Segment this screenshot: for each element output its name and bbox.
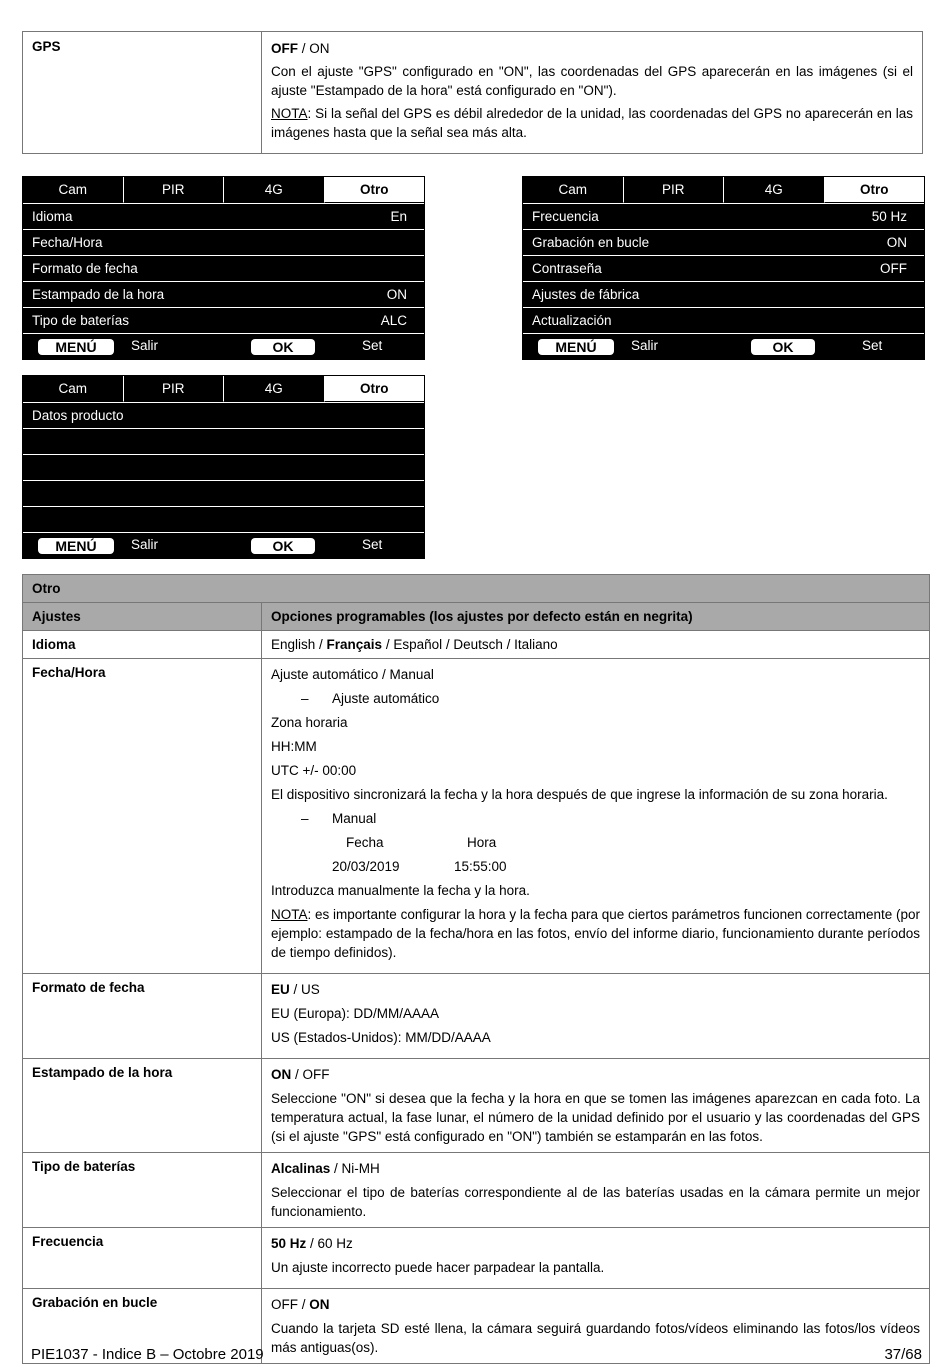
row-value-estampado [262, 1059, 930, 1153]
ok-button[interactable]: OK [251, 538, 315, 554]
fecha-nota-text: : es importante configurar la hora y la fecha para que ciertos parámetros funcionen correctamente (por ejemplo: estampado de la fecha/hora en las fotos, envío del informe diario, funcionamiento durante períodos de tiempo definidos). [271, 907, 920, 960]
tab-otro[interactable]: Otro [825, 177, 925, 203]
tab-cam[interactable]: Cam [23, 177, 124, 203]
gps-label: GPS [23, 32, 262, 154]
gps-opt-on: / ON [298, 41, 330, 56]
menu-row-value: ON [386, 287, 407, 302]
bucle-default: ON [309, 1297, 330, 1312]
fecha-utc: UTC +/- 00:00 [271, 763, 357, 778]
bucle-desc: Cuando la tarjeta SD esté llena, la cámara seguirá guardando fotos/vídeos eliminando las fotos/los vídeos más antiguas(os). [271, 1321, 920, 1355]
menu-row[interactable] [523, 281, 924, 307]
fecha-value: 20/03/2019 [332, 859, 400, 874]
table-row [23, 974, 930, 1059]
frecuencia-post: / 60 Hz [306, 1236, 353, 1251]
row-label-baterias: Tipo de baterías [23, 1153, 262, 1228]
col-opciones: Opciones programables (los ajustes por defecto están en negrita) [262, 603, 930, 631]
col-ajustes: Ajustes [23, 603, 262, 631]
menu-screen-3 [22, 375, 425, 559]
tab-4g[interactable]: 4G [224, 376, 325, 402]
footer-doc-ref: PIE1037 - Indice B – Octobre 2019 [31, 1346, 264, 1363]
estampado-default: ON [271, 1067, 292, 1082]
menu-row[interactable] [523, 307, 924, 333]
idioma-default: Français [326, 637, 383, 652]
otro-table [22, 574, 930, 1364]
fecha-col-header: Fecha [346, 835, 384, 850]
tab-4g[interactable]: 4G [724, 177, 825, 203]
menu-row[interactable] [23, 229, 424, 255]
fecha-options: Ajuste automático / Manual [271, 667, 434, 682]
exit-label: Salir [131, 537, 159, 552]
menu-row-label: Contraseña [532, 261, 602, 276]
set-label: Set [362, 338, 383, 353]
tab-otro[interactable]: Otro [325, 177, 425, 203]
tab-pir[interactable]: PIR [124, 376, 225, 402]
row-value-baterias [262, 1153, 930, 1228]
footer-page-number: 37/68 [884, 1346, 922, 1363]
tab-cam[interactable]: Cam [23, 376, 124, 402]
row-label-fecha: Fecha/Hora [23, 659, 262, 974]
exit-label: Salir [631, 338, 659, 353]
fecha-manual: Manual [332, 811, 377, 826]
gps-nota-text: : Si la señal del GPS es débil alrededor de la unidad, las coordenadas del GPS no aparecerán en las imágenes hasta que la señal sea más alta. [271, 106, 913, 140]
menu-row-label: Tipo de baterías [32, 313, 130, 328]
menu-row-value: ON [886, 235, 907, 250]
menu-footer [23, 333, 424, 359]
menu-row-label: Fecha/Hora [32, 235, 103, 250]
menu-row-value: 50 Hz [871, 209, 907, 224]
menu-row[interactable] [23, 307, 424, 333]
menu-row[interactable] [523, 203, 924, 229]
menu-row[interactable] [23, 402, 424, 428]
exit-label: Salir [131, 338, 159, 353]
gps-desc: Con el ajuste "GPS" configurado en "ON", las coordenadas del GPS aparecerán en las imágenes (si el ajuste "Estampado de la hora" está configurado en "ON"). [271, 64, 913, 98]
menu-row-label: Datos producto [32, 408, 124, 423]
formato-us: US (Estados-Unidos): MM/DD/AAAA [271, 1030, 491, 1045]
hora-col-header: Hora [467, 835, 497, 850]
menu-tabs [23, 376, 424, 402]
idioma-post: / Español / Deutsch / Italiano [382, 637, 558, 652]
row-value-fecha [262, 659, 930, 974]
idioma-pre: English / [271, 637, 327, 652]
frecuencia-desc: Un ajuste incorrecto puede hacer parpadear la pantalla. [271, 1260, 605, 1275]
menu-screen-1 [22, 176, 425, 360]
menu-row-label: Frecuencia [532, 209, 599, 224]
table-row [23, 631, 930, 659]
fecha-hhmm: HH:MM [271, 739, 317, 754]
menu-row[interactable] [23, 281, 424, 307]
menu-row-label: Grabación en bucle [532, 235, 650, 250]
row-value-formato [262, 974, 930, 1059]
menu-row[interactable] [523, 229, 924, 255]
table-row [23, 1228, 930, 1289]
row-value-bucle [262, 1289, 930, 1364]
menu-row-label: Ajustes de fábrica [532, 287, 640, 302]
estampado-desc: Seleccione "ON" si desea que la fecha y la hora en que se tomen las imágenes aparezcan en cada foto. La temperatura actual, la fase lunar, el número de la unidad definido por el usuario y las coordenadas del GPS (si el ajuste "GPS" está configurado en "ON") también se estamparán en las fotos. [271, 1091, 920, 1144]
row-label-frecuencia: Frecuencia [23, 1228, 262, 1289]
frecuencia-default: 50 Hz [271, 1236, 307, 1251]
menu-row-label: Formato de fecha [32, 261, 138, 276]
tab-pir[interactable]: PIR [124, 177, 225, 203]
otro-title: Otro [23, 575, 930, 603]
table-row [23, 659, 930, 974]
fecha-manual-desc: Introduzca manualmente la fecha y la hora. [271, 883, 530, 898]
menu-row-value: OFF [880, 261, 907, 276]
gps-opt-off: OFF [271, 41, 298, 56]
menu-row-label: Estampado de la hora [32, 287, 165, 302]
menu-tabs [523, 177, 924, 203]
tab-pir[interactable]: PIR [624, 177, 725, 203]
row-value-idioma [262, 631, 930, 659]
menu-row[interactable] [23, 255, 424, 281]
estampado-post: / OFF [291, 1067, 330, 1082]
menu-row[interactable] [23, 203, 424, 229]
fecha-nota-label: NOTA [271, 907, 308, 922]
baterias-default: Alcalinas [271, 1161, 331, 1176]
row-label-idioma: Idioma [23, 631, 262, 659]
hora-value: 15:55:00 [454, 859, 507, 874]
set-label: Set [362, 537, 383, 552]
menu-row-value: ALC [380, 313, 407, 328]
bucle-pre: OFF / [271, 1297, 310, 1312]
menu-row-value: En [390, 209, 407, 224]
row-label-bucle: Grabación en bucle [23, 1289, 262, 1364]
formato-default: EU [271, 982, 290, 997]
menu-row[interactable] [23, 454, 424, 480]
ok-button[interactable]: OK [751, 339, 815, 355]
fecha-sync-desc: El dispositivo sincronizará la fecha y la hora después de que ingrese la información de su zona horaria. [271, 787, 888, 802]
menu-row[interactable] [23, 506, 424, 532]
row-value-frecuencia [262, 1228, 930, 1289]
formato-post: / US [289, 982, 320, 997]
gps-nota-label: NOTA [271, 106, 308, 121]
menu-button[interactable]: MENÚ [38, 339, 114, 355]
ok-button[interactable]: OK [251, 339, 315, 355]
menu-button[interactable]: MENÚ [38, 538, 114, 554]
menu-row-label: Idioma [32, 209, 73, 224]
row-label-formato: Formato de fecha [23, 974, 262, 1059]
menu-tabs [23, 177, 424, 203]
fecha-auto: Ajuste automático [332, 691, 440, 706]
tab-cam[interactable]: Cam [523, 177, 624, 203]
row-label-estampado: Estampado de la hora [23, 1059, 262, 1153]
set-label: Set [862, 338, 883, 353]
menu-row[interactable] [23, 428, 424, 454]
menu-button[interactable]: MENÚ [538, 339, 614, 355]
menu-row[interactable] [23, 480, 424, 506]
menu-footer [23, 532, 424, 558]
menu-footer [523, 333, 924, 359]
table-row [23, 1059, 930, 1153]
menu-row-label: Actualización [532, 313, 612, 328]
formato-eu: EU (Europa): DD/MM/AAAA [271, 1006, 440, 1021]
baterias-desc: Seleccionar el tipo de baterías correspondiente al de las baterías usadas en la cámara permite un mejor funcionamiento. [271, 1185, 920, 1219]
tab-otro[interactable]: Otro [325, 376, 425, 402]
table-row [23, 1153, 930, 1228]
gps-options-cell [262, 32, 923, 154]
fecha-zona: Zona horaria [271, 715, 348, 730]
gps-table [22, 31, 923, 154]
menu-row[interactable] [523, 255, 924, 281]
baterias-post: / Ni-MH [330, 1161, 380, 1176]
menu-screen-2 [522, 176, 925, 360]
tab-4g[interactable]: 4G [224, 177, 325, 203]
